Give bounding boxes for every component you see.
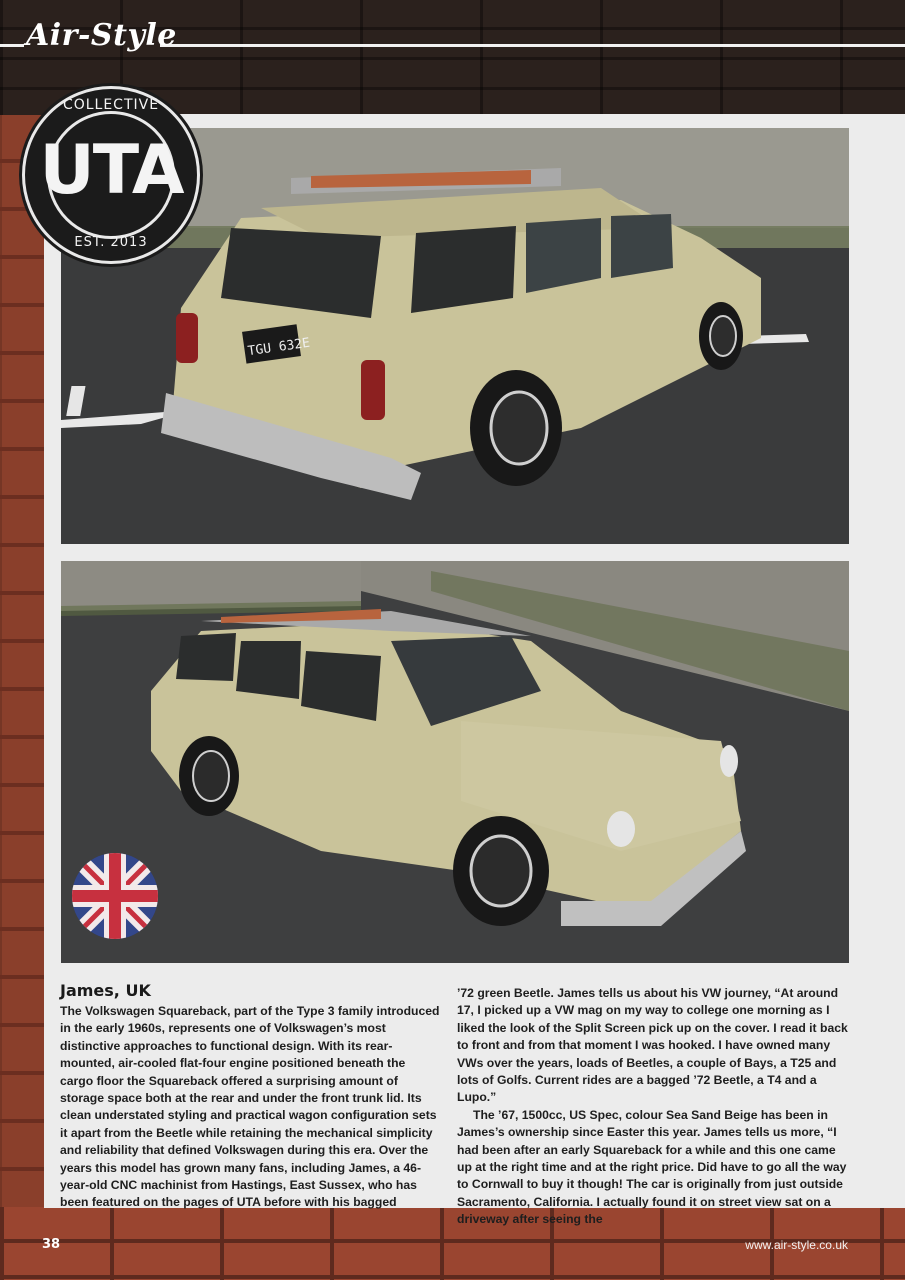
brand-logo: Air-Style xyxy=(26,18,177,53)
squareback-front-illustration xyxy=(61,561,849,963)
paragraph: The ’67, 1500cc, US Spec, colour Sea Sand Beige has been in James’s ownership since Easter this year. James tells us more, “I had been after an early Squareback for a while and this one came up at the right time and at the right price. Did have to go all the way to Cornwall to buy it though! The car is originally from just outside Sacramento, California. I actually found it on street view sat on a driveway after seeing the xyxy=(457,1107,847,1227)
badge-main-text: UTA xyxy=(39,131,183,210)
article-column-1 xyxy=(60,1003,440,1212)
header-rule-right xyxy=(160,44,905,47)
uta-collective-badge xyxy=(22,86,200,264)
paragraph: The Volkswagen Squareback, part of the Type 3 family introduced in the early 1960s, represents one of Volkswagen’s most distinctive approaches to functional design. With its rear-mounted, air-cooled flat-four engine positioned beneath the cargo floor the Squareback offered a surprising amount of storage space both at the rear and under the front trunk lid. Its clean understated styling and practical wagon configuration sets it apart from the Beetle while retaining the mechanical simplicity and reliability that defined Volkswagen during this era. Over the years this model has grown many fans, including James, a 46-year-old CNC machinist from Hastings, East Sussex, who has been featured on the pages of UTA before with his bagged xyxy=(60,1004,440,1210)
badge-top-text: COLLECTIVE xyxy=(62,97,160,113)
union-jack-icon xyxy=(72,853,158,939)
article-title: James, UK xyxy=(60,981,151,1000)
photo-front-view xyxy=(61,561,849,963)
page-number: 38 xyxy=(42,1237,61,1252)
brick-wall-left xyxy=(0,115,44,1215)
paragraph: ’72 green Beetle. James tells us about his VW journey, “At around 17, I picked up a VW mag on my way to college one morning as I liked the look of the Split Screen pick up on the cover. I read it back to front and from that moment I was hooked. I have owned many VWs over the years, loads of Beetles, a couple of Bays, a T25 and lots of Golfs. Current rides are a bagged ’72 Beetle, a T4 and a Lupo.” xyxy=(457,986,848,1105)
badge-bottom-text: EST. 2013 xyxy=(74,235,148,250)
header-rule-left xyxy=(0,44,24,47)
website-url: www.air-style.co.uk xyxy=(745,1238,848,1252)
svg-text:TGU 632E: TGU 632E xyxy=(246,335,311,360)
article-column-2 xyxy=(457,985,852,1229)
